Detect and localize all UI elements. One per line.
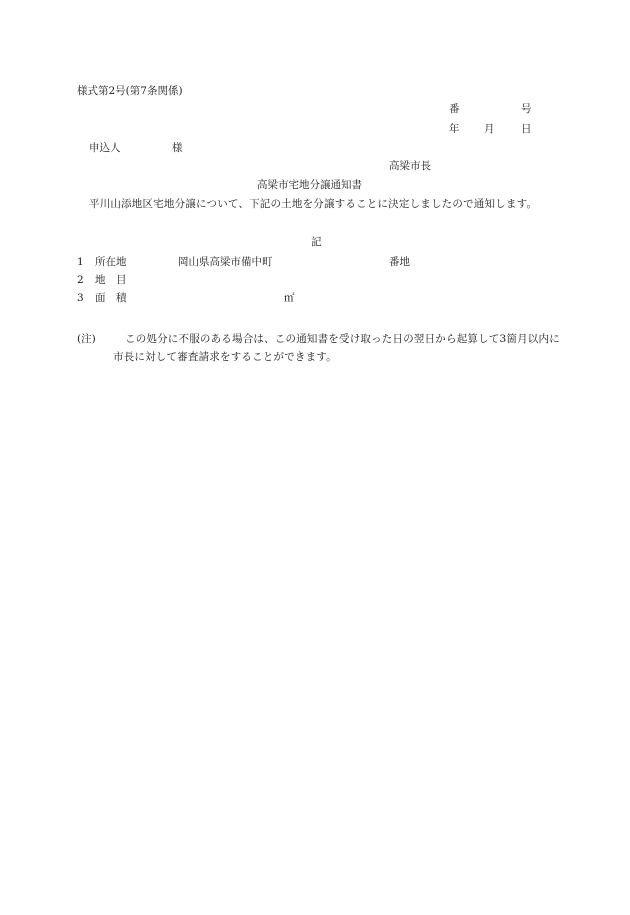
number-go-label: 号 (521, 103, 532, 115)
date-year-label: 年 (449, 123, 460, 135)
ki-heading: 記 (311, 236, 322, 248)
form-label: 様式第2号(第7条関係) (77, 85, 183, 97)
body-paragraph: 平川山添地区宅地分譲について、下記の土地を分譲することに決定しましたので通知します。 (89, 198, 538, 210)
item-number: 2 (77, 274, 84, 286)
item-value: 岡山県高梁市備中町 (178, 256, 273, 268)
applicant-sama-label: 様 (172, 142, 183, 154)
item-label: 所在地 (95, 256, 127, 268)
note-text: この処分に不服のある場合は、この通知書を受け取った日の翌日から起算して3箇月以内に市長に対して審査請求をすることができます。 (113, 333, 560, 363)
item-label: 地 目 (95, 274, 127, 286)
item-label: 面 積 (95, 292, 127, 304)
date-month-label: 月 (484, 123, 495, 135)
item-number: 1 (77, 256, 84, 268)
item-suffix: ㎡ (284, 292, 295, 304)
note-label: (注) (77, 333, 96, 345)
number-ban-label: 番 (449, 103, 460, 115)
date-day-label: 日 (521, 123, 532, 135)
item-number: 3 (77, 292, 84, 304)
item-suffix: 番地 (389, 256, 410, 268)
applicant-label: 申込人 (89, 142, 121, 154)
issuer-name: 高梁市長 (389, 160, 431, 172)
document-title: 高梁市宅地分譲通知書 (257, 179, 362, 191)
note-block (77, 330, 561, 366)
